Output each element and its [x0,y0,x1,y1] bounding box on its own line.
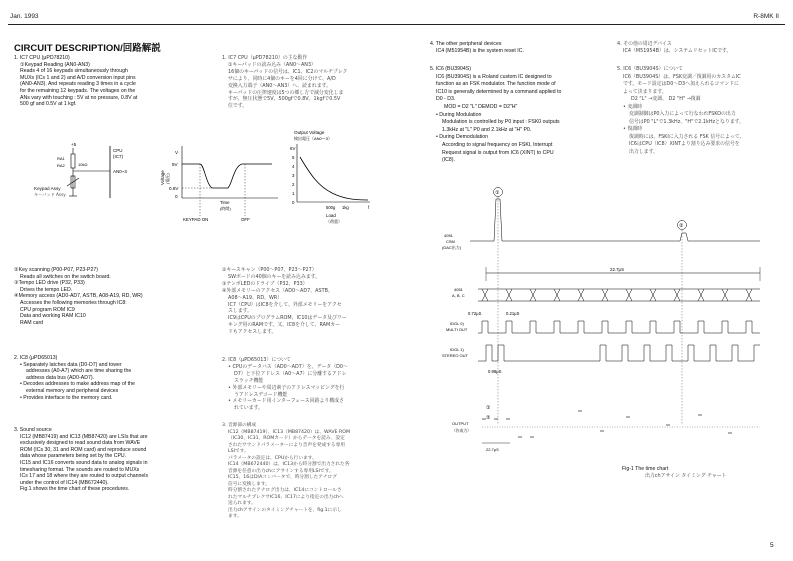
y-tick: 1 [292,191,295,196]
para-line: • 変調時 [623,103,643,110]
para-line: 送られます。 [228,501,256,506]
para-line: D0 - D3. [436,96,456,103]
timing-chart [430,185,785,495]
para-line: サにより、同時に4個のキーを4回に分けて、A/D [228,75,336,82]
para-line: IC4 (M51954B) is the system reset IC. [436,47,524,54]
output-label-jp: （作成力） [452,429,471,433]
para-line: SWボードの40個のキーを読み込みます。 [228,273,321,280]
para-line: A08〜A19、RD、WR） [228,294,283,301]
an-label: AN0~3 [113,169,127,174]
output-label: OUTPUT [452,421,469,426]
para-line: • 外部メモリーや周辺素子のアドレスマッピングを行 [228,384,345,391]
col1-section1 [14,55,224,108]
para-line: 1.3kHz at "L" P0 and 2.1kHz at "H" P0. [442,126,532,133]
para-line: • Separately latches data (D0-D7) and tower [20,361,122,368]
para-line: 時分割されたアナログ出力は、IC14にコントロールさ [228,488,342,493]
para-line: ドもアクセスします。 [228,329,277,336]
para-line: MUXs (ICs 1 and 2) and A/D conversion input pins [20,74,136,81]
heading: 3. Sound source [14,427,52,433]
marker-1-label: ① [495,190,500,196]
stereo-signal [478,345,760,361]
para-line: address data bus (AD0-AD7). [26,374,95,381]
para-line: Modulation is controlled by P0 input : FSK0 outputs [442,119,560,126]
para-line: ANs vary with touching : 5V at no pressure, 0.8V at [20,94,138,101]
keypad-assy-label: Keypad Assy [34,186,61,191]
x-axis-label-jp: (時間) [220,206,231,211]
para-line: ます。 [228,514,242,519]
csm-label-2: CSM [446,239,455,244]
para-line: Fig.1 shows the time chart of these procedures. [20,486,130,493]
para-line: exclusively designed to read sound data from WAVE [20,440,141,447]
col3-section1 [430,41,610,54]
para-line: CPU program ROM IC9 [20,306,75,313]
marker-2-label: ② [679,223,684,229]
resistor-value: 10kΩ [78,162,88,167]
col1-section4 [14,427,226,493]
y-tick: 6V [290,146,296,151]
figure-caption: Fig-1 The time chart [622,466,669,472]
y-tick: V [175,150,179,155]
para-line: addresses (A0-A7) which are time sharing the [26,368,132,375]
para-line: 変換入力端子（AN0〜AN3）へ、読まれます。 [228,82,331,89]
para-line: IC10 is generally determined by a command applied to [436,88,562,95]
para-line: IC12（MB87419）、IC13（MB87420）は、WAVE ROM [228,429,350,435]
y-tick: 4 [292,164,295,169]
heading: 4. The other peripheral devices [430,41,502,47]
para-line: IC6 (BU3904S) is a Roland custom IC designed to [436,73,552,80]
stereo-label-2: STEREO OUT [442,353,469,358]
col2-section3 [222,357,422,412]
para-line: されたサウンドパラメーターにより音声を発成する専用 [228,442,345,448]
mux-label: IDGL 0) [450,321,464,326]
para-line: Data and working RAM IC10 [20,313,86,320]
para-line: うアドレスデコード機能 [234,391,288,398]
keypad-circuit-diagram [55,140,165,202]
abc-transitions [482,289,752,301]
para-line: 音源を任意の出力chにアサインする専用LSIです。 [228,468,334,474]
para-line: • CPUのデータバス（AD0〜AD7）を、データ（D0〜 [228,363,348,370]
header-rule [8,24,785,25]
para-line: 16個のキーパッドの信号は、IC1、IC2のマルチプレク [228,68,348,75]
width-1-label: 0.72μS [468,311,482,316]
mux-signal [478,321,760,333]
para-line: ①Keypad Reading (AN0-AN3) [20,61,90,68]
para-line: IC15 and IC16 converts sound data to analog signals in [20,459,148,466]
x-tick: 1kg [342,205,349,210]
para-line: ①キーパッドの読み込み（AN0〜AN3） [228,61,316,68]
para-line: RAM card [20,319,44,326]
heading: 3. 音源部の構成 [222,423,257,428]
para-line: スラッチ機能 [234,377,264,384]
figure-caption-jp: 出力chアサイン タイミング チャート [645,473,727,479]
para-line: Drives the tempo LED. [20,286,73,293]
para-line: function as an FSK modulator. The function mode of [436,81,556,88]
para-line: IC14（MB672440）は、IC13から時分割で出力された各 [228,462,350,467]
y-axis-label-jp: (電圧) [165,173,170,184]
para-line: れたマルチプレクサIC16、IC17により指定の出力chへ [228,494,344,500]
marker-1-lower: ① [486,406,491,411]
para-line: 出力chアサインのタイミングチャートを、fig.1に示し [228,507,342,513]
para-line: Reads all switches on the switch board. [20,273,111,280]
para-line: • Provides interface to the memory card. [20,394,113,401]
para-line: IC15、16はD/Aコンバータで、時分割したアナログ [228,475,337,480]
para-line: （IC30、IC31、ROMカード）からデータを読み、設定 [228,436,345,441]
width-3-label: 0.98μS [488,369,502,374]
col2-section4 [222,423,427,521]
para-line: Accesses the following memories through IC8: [20,299,127,306]
para-line: Reads 4 of 16 keypads simultaneously through [20,68,128,75]
para-line: ROM (ICs 30, 31 and ROM card) and reproduce sound [20,446,147,453]
mux-label-2: MULTI OUT [446,327,468,332]
para-line: IC4（M51954B）は、システムリセットICです。 [623,47,732,54]
cpu-label: CPU [113,148,123,153]
para-line: ④外部メモリーのアクセス（AD0〜AD7、ASTB、 [222,287,333,294]
resistor-ra [71,154,75,168]
para-line: timesharing format. The sounds are routed to MUXs [20,466,140,473]
para-line: ③テンポLEDのドライブ（P32、P33） [222,280,308,287]
marker-2-lower: ② [486,416,491,421]
output-period-label: 22.7μS [486,447,499,452]
para-line: for the remaining 12 keypads. The voltages on the [20,87,136,94]
para-line: ④Memory access (AD0-AD7, ASTB, A08-A19, RD, WR) [14,293,143,300]
abc-label-2: A, B, C [452,293,465,298]
y-tick: 5 [292,155,295,160]
y-tick: 5V [172,162,178,167]
x-axis-label: Time [220,200,230,205]
col4-section1 [617,41,787,55]
x-tick: f [368,205,370,210]
col3-section2 [430,66,612,165]
keypad-on-label: KEYPAD ON [183,217,209,222]
para-line: LSIです。 [228,449,249,454]
header-date: Jan. 1993 [10,13,39,20]
col2-section1 [222,55,422,110]
para-line: よって決まります。 [623,88,667,95]
x-tick: 500g [326,205,336,210]
para-line: 500 gf and 0.5V at 1 kgf. [20,101,77,108]
para-line: IC6（BU3904S）は、FSK変調／復調用のカスタムIC [623,73,741,80]
para-line: パラメータの設定は、CPUから行います。 [228,455,317,461]
para-line: キーパッドの圧搾速度は5つの郷し方で減分変化しま [228,89,344,96]
y-axis-label: Voltage [160,170,165,185]
para-line: 信号はP0 "L"で1.3kHz、"H"で2.1kHzとなります。 [629,118,745,125]
ic7-label: (IC7) [113,154,123,159]
para-line: すが、無圧状態で5V、500gfで0.8V、1kgfで0.5V [228,96,341,103]
para-line: 変調制御はP0入力によって行なわれFSKOの出力 [629,111,736,117]
voltage-curve [182,164,272,188]
para-line: ③Tempo LED drive (P32, P33) [14,280,85,287]
ra1-label: RA1 [57,156,65,161]
col1-section3 [14,355,224,401]
para-line: • During Modulation [436,111,482,118]
para-line: 出力します。 [629,148,658,155]
y-tick: 0 [175,194,178,199]
para-line: ②Key scanning (P00-P07, P23-P27) [14,267,98,273]
heading: 4. その他の周辺デバイス [617,41,672,47]
para-line: • メモリーカード用インターフェース回路より構成さ [228,398,344,405]
heading: 1. IC7 CPU（μPD78210）の主な動作 [222,55,308,61]
para-line: (IC8). [442,157,455,164]
header-model: R-8MK II [753,13,779,20]
para-line: 位です。 [228,103,248,110]
para-line: ICs 17 and 18 where they are routed to output channels [20,473,149,480]
heading: 2. IC8 (μPD65013) [14,355,58,361]
stereo-label: IDGL 1) [450,347,464,352]
abc-label: 4051 [454,287,463,292]
y-tick: 3 [292,173,295,178]
keypad-off-label: OFF [241,217,250,222]
page-title: CIRCUIT DESCRIPTION/回路解説 [14,43,161,54]
y-tick: 2 [292,182,295,187]
para-line: スします。 [228,308,253,315]
para-line: data whose parameters being set by the CPU. [20,453,127,460]
para-line: under the control of IC14 (MB672440). [20,479,109,486]
voltage-time-graph [160,140,282,230]
keypad-assy-jp: キーパッド Assy [34,192,66,197]
heading: 5. IC6（BU3904S）について [617,66,683,72]
col4-section2 [617,66,789,156]
col1-section2 [14,267,224,326]
x-axis-label-jp: （荷重） [326,219,342,224]
csm-signal [470,199,760,241]
y-tick: 0.8V [169,186,179,191]
para-line: IC6はCPU（IC8）XINTより割り込み要求の信号を [629,141,740,147]
dac-label: (DAC出力) [442,245,462,250]
para-line: キング用のRAMです。又、IC8を介して、RAMカー [228,322,341,329]
para-line: ②キースキャン（P00〜P07、P23〜P27） [222,267,317,273]
para-line: 信号に変換します。 [228,481,270,487]
para-line: です。モード設定はD0〜D3へ加えられるコマンドに [623,81,739,87]
para-line: (AN0-AN3). And repeats reading 3 times in a cycle [20,81,136,88]
vplus-label: +5 [71,142,77,147]
csm-label: 4051 [444,233,453,238]
para-line: • 復調時 [623,126,643,132]
y-tick: 0 [292,200,295,205]
graph-title-jp: 検出電圧（AN0〜3） [294,136,333,141]
load-curve [300,157,368,200]
para-line: external memory and peripheral devices [26,387,119,394]
para-line: Request signal is output from IC6 (XINT) to CPU [442,149,554,156]
heading: 2. IC8（μPD65013）について [222,357,291,363]
para-line: • During Demodulation [436,134,488,141]
graph-title: Output Voltage [294,130,325,135]
page-number: 5 [770,542,774,549]
para-line: 復調時には、FSKIに入力される FSK 信号によって、 [629,133,745,140]
para-line: D2 "L" →変調、 D2 "H" →復調 [631,96,701,102]
para-line: • Decodes addresses to make address map of the [20,381,135,388]
ra2-label: RA2 [57,163,65,168]
load-voltage-graph [280,128,380,228]
para-line: D7）と下位アドレス（A0〜A7）に分離するアドレ [234,370,347,377]
para-line: IC9はCPUのプログラムROM、IC10はデータ及びワー [228,315,347,322]
para-line: れています。 [234,405,263,412]
period-label: 22.7μS [610,267,625,272]
x-axis-label: Load [326,213,336,218]
para-line: IC7（CPU）はIC8を介して、外部メモリーをアクセ [228,301,342,308]
para-line: According to signal frequency on FSKI, Interrupt [442,141,553,148]
heading: 1. IC7 CPU (μPD78210) [14,55,70,61]
para-line: IC12 (MB87419) and IC13 (MB87420) are LSIs that are [20,433,148,440]
para-line: MOD = D2 "L" DEMOD = D2"H" [444,103,518,110]
heading: 5. IC6 (BU3904S) [430,66,471,72]
width-2-label: 0.21μS [506,311,520,316]
col2-section2 [222,267,422,336]
